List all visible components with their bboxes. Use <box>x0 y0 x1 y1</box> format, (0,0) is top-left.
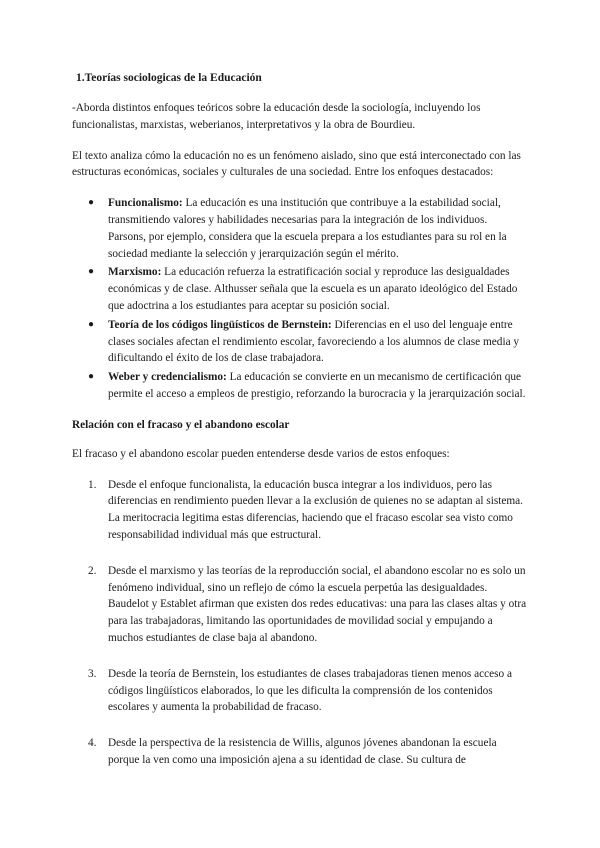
list-item <box>72 735 528 769</box>
approach-term: Funcionalismo: <box>108 197 183 210</box>
list-item <box>72 666 528 716</box>
bullet-icon: ● <box>88 318 95 330</box>
list-number: 4. <box>88 737 97 750</box>
approach-term: Marxismo: <box>108 266 162 279</box>
approach-term: Weber y credencialismo: <box>108 371 227 384</box>
intro-paragraph: -Aborda distintos enfoques teóricos sobre la educación desde la sociología, incluyendo los funcionalistas, marxistas, weberianos, interpretativos y la obra de Bourdieu. <box>72 102 481 131</box>
list-item <box>72 317 528 367</box>
document-page <box>72 70 528 788</box>
section-heading: Relación con el fracaso y el abandono escolar <box>72 418 290 431</box>
point-text: Desde la perspectiva de la resistencia de Willis, algunos jóvenes abandonan la escuela porque la ven como una imposición ajena a su identidad de clase. Su cultura de <box>108 737 497 766</box>
bullet-icon: ● <box>88 371 95 383</box>
approach-text: La educación refuerza la estratificación social y reproduce las desigualdades económicas y de clase. Althusser señala que la escuela es un aparato ideológico del Estado que adoctrina a los estudiantes para aceptar su posición social. <box>108 266 518 312</box>
point-text: Desde el enfoque funcionalista, la educación busca integrar a los individuos, pero las diferencias en rendimiento pueden llevar a la exclusión de quienes no se adaptan al sistema. La meritocracia legitima estas diferencias, haciendo que el fracaso escolar sea visto como responsabilidad individual más que estructural. <box>108 478 524 541</box>
point-text: Desde la teoría de Bernstein, los estudiantes de clases trabajadoras tienen menos acceso a códigos lingüísticos elaborados, lo que les dificulta la comprensión de los contenidos escolares y aumenta la probabilidad de fracaso. <box>108 667 513 714</box>
list-number: 2. <box>88 564 97 577</box>
list-item <box>72 563 528 647</box>
page-title: 1.Teorías sociologicas de la Educación <box>76 72 262 84</box>
list-item <box>72 264 528 314</box>
approach-text: La educación se convierte en un mecanismo de certificación que permite el acceso a empleos de prestigio, reforzando la burocracia y la jerarquización social. <box>108 371 526 400</box>
list-item <box>72 195 528 262</box>
points-list <box>72 477 528 769</box>
section-intro-paragraph: El fracaso y el abandono escolar pueden entenderse desde varios de estos enfoques: <box>72 447 450 460</box>
approach-term: Teoría de los códigos lingüísticos de Bernstein: <box>108 318 332 331</box>
list-number: 1. <box>88 478 97 491</box>
bullet-icon: ● <box>88 266 95 278</box>
point-text: Desde el marxismo y las teorías de la reproducción social, el abandono escolar no es solo un fenómeno individual, sino un reflejo de cómo la escuela perpetúa las desigualdades. Baudelot y Establet afirman que existen dos redes educativas: una para las clases altas y otra para las trabajadoras, limitando las oportunidades de movilidad social y empujando a muchos estudiantes de clase baja al abandono. <box>108 564 527 644</box>
approach-text: Diferencias en el uso del lenguaje entre clases sociales afectan el rendimiento escolar, favoreciendo a los alumnos de clase media y dificultando el éxito de los de clase trabajadora. <box>108 318 520 365</box>
list-item <box>72 369 528 403</box>
approach-text: La educación es una institución que contribuye a la estabilidad social, transmitiendo valores y habilidades necesarias para la integración de los individuos. Parsons, por ejemplo, considera que la escuela prepara a los estudiantes para su rol en la sociedad mediante la selección y jerarquización según el mérito. <box>108 197 507 260</box>
list-number: 3. <box>88 667 97 680</box>
bullet-icon: ● <box>88 197 95 209</box>
context-paragraph: El texto analiza cómo la educación no es un fenómeno aislado, sino que está interconectado con las estructuras económicas, sociales y culturales de una sociedad. Entre los enfoques destacados: <box>72 149 521 179</box>
approaches-list <box>72 195 528 403</box>
list-item <box>72 477 528 544</box>
